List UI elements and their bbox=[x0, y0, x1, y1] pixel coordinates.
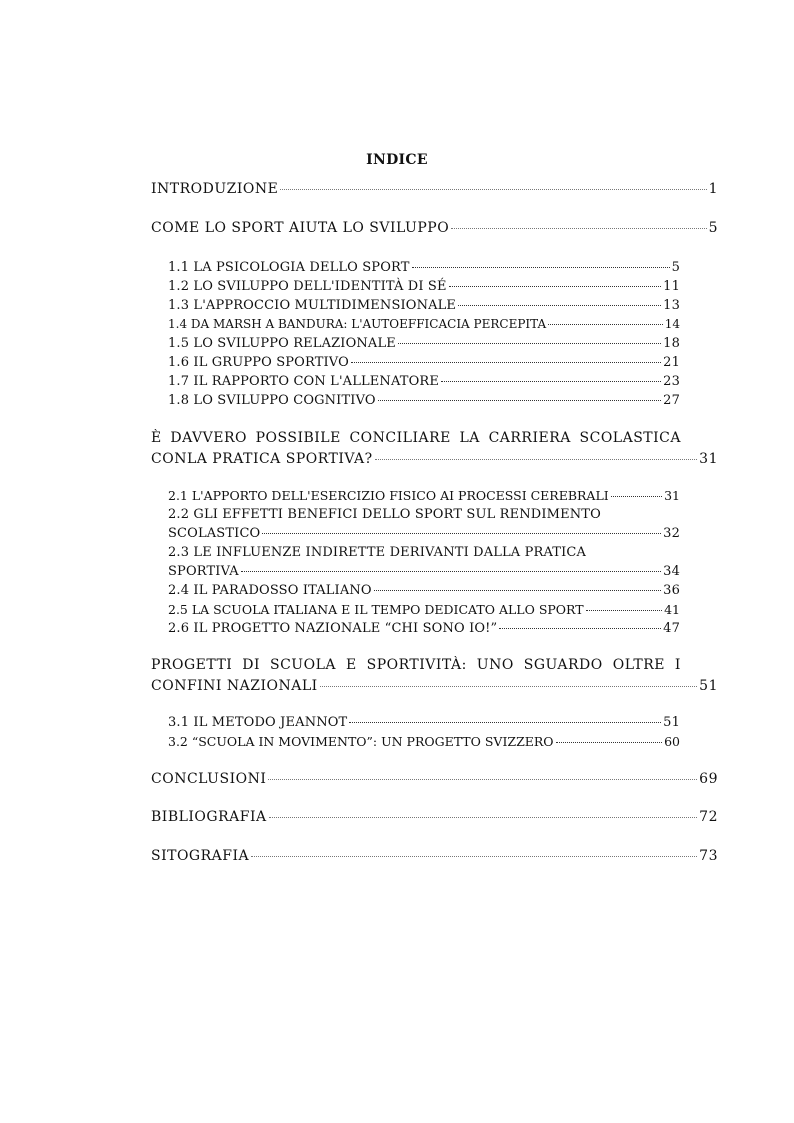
toc-entry-page: 11 bbox=[663, 279, 680, 294]
dot-leader bbox=[374, 590, 661, 591]
page-title: INDICE bbox=[366, 152, 428, 168]
dot-leader bbox=[320, 686, 697, 687]
toc-entry-2-3-line1[interactable]: 2.3 LE INFLUENZE INDIRETTE DERIVANTI DALLA PRATICA bbox=[168, 545, 587, 560]
toc-entry-1-8[interactable] bbox=[168, 393, 680, 408]
word: PROGETTI bbox=[151, 657, 233, 673]
toc-entry-label: 1.8 LO SVILUPPO COGNITIVO bbox=[168, 393, 376, 408]
dot-leader bbox=[262, 533, 661, 534]
toc-entry-bibliografia[interactable] bbox=[151, 809, 718, 825]
toc-entry-3-2[interactable] bbox=[168, 734, 680, 749]
toc-entry-page: 36 bbox=[663, 583, 680, 598]
word: E bbox=[345, 657, 357, 673]
toc-entry-conclusioni[interactable] bbox=[151, 771, 718, 787]
toc-entry-label: BIBLIOGRAFIA bbox=[151, 809, 267, 825]
dot-leader bbox=[241, 571, 661, 572]
toc-entry-page: 5 bbox=[708, 220, 718, 236]
dot-leader bbox=[375, 459, 698, 460]
word: SGUARDO bbox=[523, 657, 603, 673]
toc-entry-label: 2.6 IL PROGETTO NAZIONALE “CHI SONO IO!” bbox=[168, 621, 498, 636]
toc-entry-1-7[interactable] bbox=[168, 374, 680, 389]
word: I bbox=[674, 657, 681, 673]
toc-entry-2-3-line2[interactable] bbox=[168, 564, 680, 579]
word: DI bbox=[242, 657, 261, 673]
toc-entry-page: 51 bbox=[663, 715, 680, 730]
toc-entry-2-4[interactable] bbox=[168, 583, 680, 598]
toc-entry-introduzione[interactable] bbox=[151, 181, 718, 197]
toc-entry-chapter-2-line2[interactable] bbox=[151, 451, 718, 467]
dot-leader bbox=[251, 856, 697, 857]
toc-entry-page: 31 bbox=[664, 488, 680, 503]
toc-entry-chapter-2-line1[interactable] bbox=[151, 430, 681, 446]
toc-entry-page: 31 bbox=[699, 451, 718, 467]
toc-entry-2-5[interactable] bbox=[168, 602, 680, 617]
dot-leader bbox=[499, 628, 661, 629]
toc-entry-1-5[interactable] bbox=[168, 336, 680, 351]
toc-entry-page: 5 bbox=[671, 260, 680, 275]
word: OLTRE bbox=[612, 657, 665, 673]
toc-entry-page: 51 bbox=[699, 678, 718, 694]
word: LA bbox=[459, 430, 480, 446]
word: UNO bbox=[476, 657, 514, 673]
word: CONCILIARE bbox=[349, 430, 451, 446]
toc-entry-page: 32 bbox=[663, 526, 680, 541]
toc-entry-page: 13 bbox=[663, 298, 680, 313]
dot-leader bbox=[451, 228, 706, 229]
toc-entry-chapter-1[interactable] bbox=[151, 220, 718, 236]
dot-leader bbox=[378, 400, 661, 401]
toc-entry-label: SPORTIVA bbox=[168, 564, 239, 579]
toc-entry-label: INTRODUZIONE bbox=[151, 181, 279, 197]
toc-entry-page: 73 bbox=[699, 848, 718, 864]
toc-entry-chapter-3-line2[interactable] bbox=[151, 678, 718, 694]
toc-entry-label: CONCLUSIONI bbox=[151, 771, 267, 787]
dot-leader bbox=[449, 286, 662, 287]
word: SPORTIVITÀ: bbox=[366, 657, 467, 673]
toc-entry-label: 1.5 LO SVILUPPO RELAZIONALE bbox=[168, 336, 396, 351]
word: SCUOLA bbox=[269, 657, 336, 673]
toc-entry-label: 2.4 IL PARADOSSO ITALIANO bbox=[168, 583, 372, 598]
toc-entry-page: 69 bbox=[699, 771, 718, 787]
toc-entry-page: 72 bbox=[699, 809, 718, 825]
toc-entry-label: 2.5 LA SCUOLA ITALIANA E IL TEMPO DEDICATO ALLO SPORT bbox=[168, 602, 584, 617]
toc-entry-sitografia[interactable] bbox=[151, 848, 718, 864]
toc-entry-page: 41 bbox=[664, 602, 680, 617]
toc-entry-label: 2.1 L'APPORTO DELL'ESERCIZIO FISICO AI PROCESSI CEREBRALI bbox=[168, 488, 609, 503]
toc-entry-label: 1.7 IL RAPPORTO CON L'ALLENATORE bbox=[168, 374, 439, 389]
dot-leader bbox=[269, 817, 698, 818]
word: POSSIBILE bbox=[255, 430, 341, 446]
toc-entry-1-1[interactable] bbox=[168, 260, 680, 275]
word: CARRIERA bbox=[488, 430, 571, 446]
word: DAVVERO bbox=[170, 430, 247, 446]
toc-entry-page: 27 bbox=[663, 393, 680, 408]
toc-entry-1-4[interactable] bbox=[168, 317, 680, 331]
dot-leader bbox=[280, 189, 706, 190]
dot-leader bbox=[586, 610, 663, 611]
toc-entry-page: 21 bbox=[663, 355, 680, 370]
toc-entry-label: CONFINI NAZIONALI bbox=[151, 678, 318, 694]
dot-leader bbox=[351, 362, 661, 363]
toc-entry-2-6[interactable] bbox=[168, 621, 680, 636]
toc-entry-label: SITOGRAFIA bbox=[151, 848, 250, 864]
toc-entry-label: 1.3 L'APPROCCIO MULTIDIMENSIONALE bbox=[168, 298, 457, 313]
dot-leader bbox=[349, 722, 661, 723]
toc-entry-label: 3.1 IL METODO JEANNOT bbox=[168, 715, 348, 730]
toc-entry-page: 47 bbox=[663, 621, 680, 636]
toc-entry-2-1[interactable] bbox=[168, 488, 680, 503]
toc-entry-1-2[interactable] bbox=[168, 279, 680, 294]
toc-entry-page: 34 bbox=[663, 564, 680, 579]
toc-entry-2-2-line2[interactable] bbox=[168, 526, 680, 541]
word: SCOLASTICA bbox=[579, 430, 681, 446]
toc-entry-label: 1.1 LA PSICOLOGIA DELLO SPORT bbox=[168, 260, 410, 275]
toc-entry-page: 1 bbox=[708, 181, 718, 197]
dot-leader bbox=[398, 343, 661, 344]
toc-entry-chapter-3-line1[interactable] bbox=[151, 657, 681, 673]
dot-leader bbox=[556, 742, 663, 743]
toc-entry-label: COME LO SPORT AIUTA LO SVILUPPO bbox=[151, 220, 450, 236]
toc-entry-label: 3.2 “SCUOLA IN MOVIMENTO”: UN PROGETTO SVIZZERO bbox=[168, 734, 554, 749]
toc-entry-label: CONLA PRATICA SPORTIVA? bbox=[151, 451, 373, 467]
toc-entry-label: 1.6 IL GRUPPO SPORTIVO bbox=[168, 355, 349, 370]
toc-entry-page: 18 bbox=[663, 336, 680, 351]
toc-entry-page: 23 bbox=[663, 374, 680, 389]
toc-entry-1-6[interactable] bbox=[168, 355, 680, 370]
dot-leader bbox=[458, 305, 661, 306]
dot-leader bbox=[548, 324, 663, 325]
toc-entry-2-2-line1[interactable]: 2.2 GLI EFFETTI BENEFICI DELLO SPORT SUL RENDIMENTO bbox=[168, 507, 601, 522]
dot-leader bbox=[412, 267, 670, 268]
toc-entry-page: 14 bbox=[664, 317, 680, 331]
toc-entry-label: SCOLASTICO bbox=[168, 526, 261, 541]
dot-leader bbox=[441, 381, 661, 382]
word: È bbox=[151, 430, 162, 446]
toc-entry-1-3[interactable] bbox=[168, 298, 680, 313]
dot-leader bbox=[611, 496, 662, 497]
toc-entry-page: 60 bbox=[664, 734, 680, 749]
dot-leader bbox=[268, 779, 697, 780]
toc-entry-label: 1.4 DA MARSH A BANDURA: L'AUTOEFFICACIA PERCEPITA bbox=[168, 317, 547, 331]
toc-entry-label: 1.2 LO SVILUPPO DELL'IDENTITÀ DI SÉ bbox=[168, 279, 447, 294]
toc-entry-3-1[interactable] bbox=[168, 715, 680, 730]
